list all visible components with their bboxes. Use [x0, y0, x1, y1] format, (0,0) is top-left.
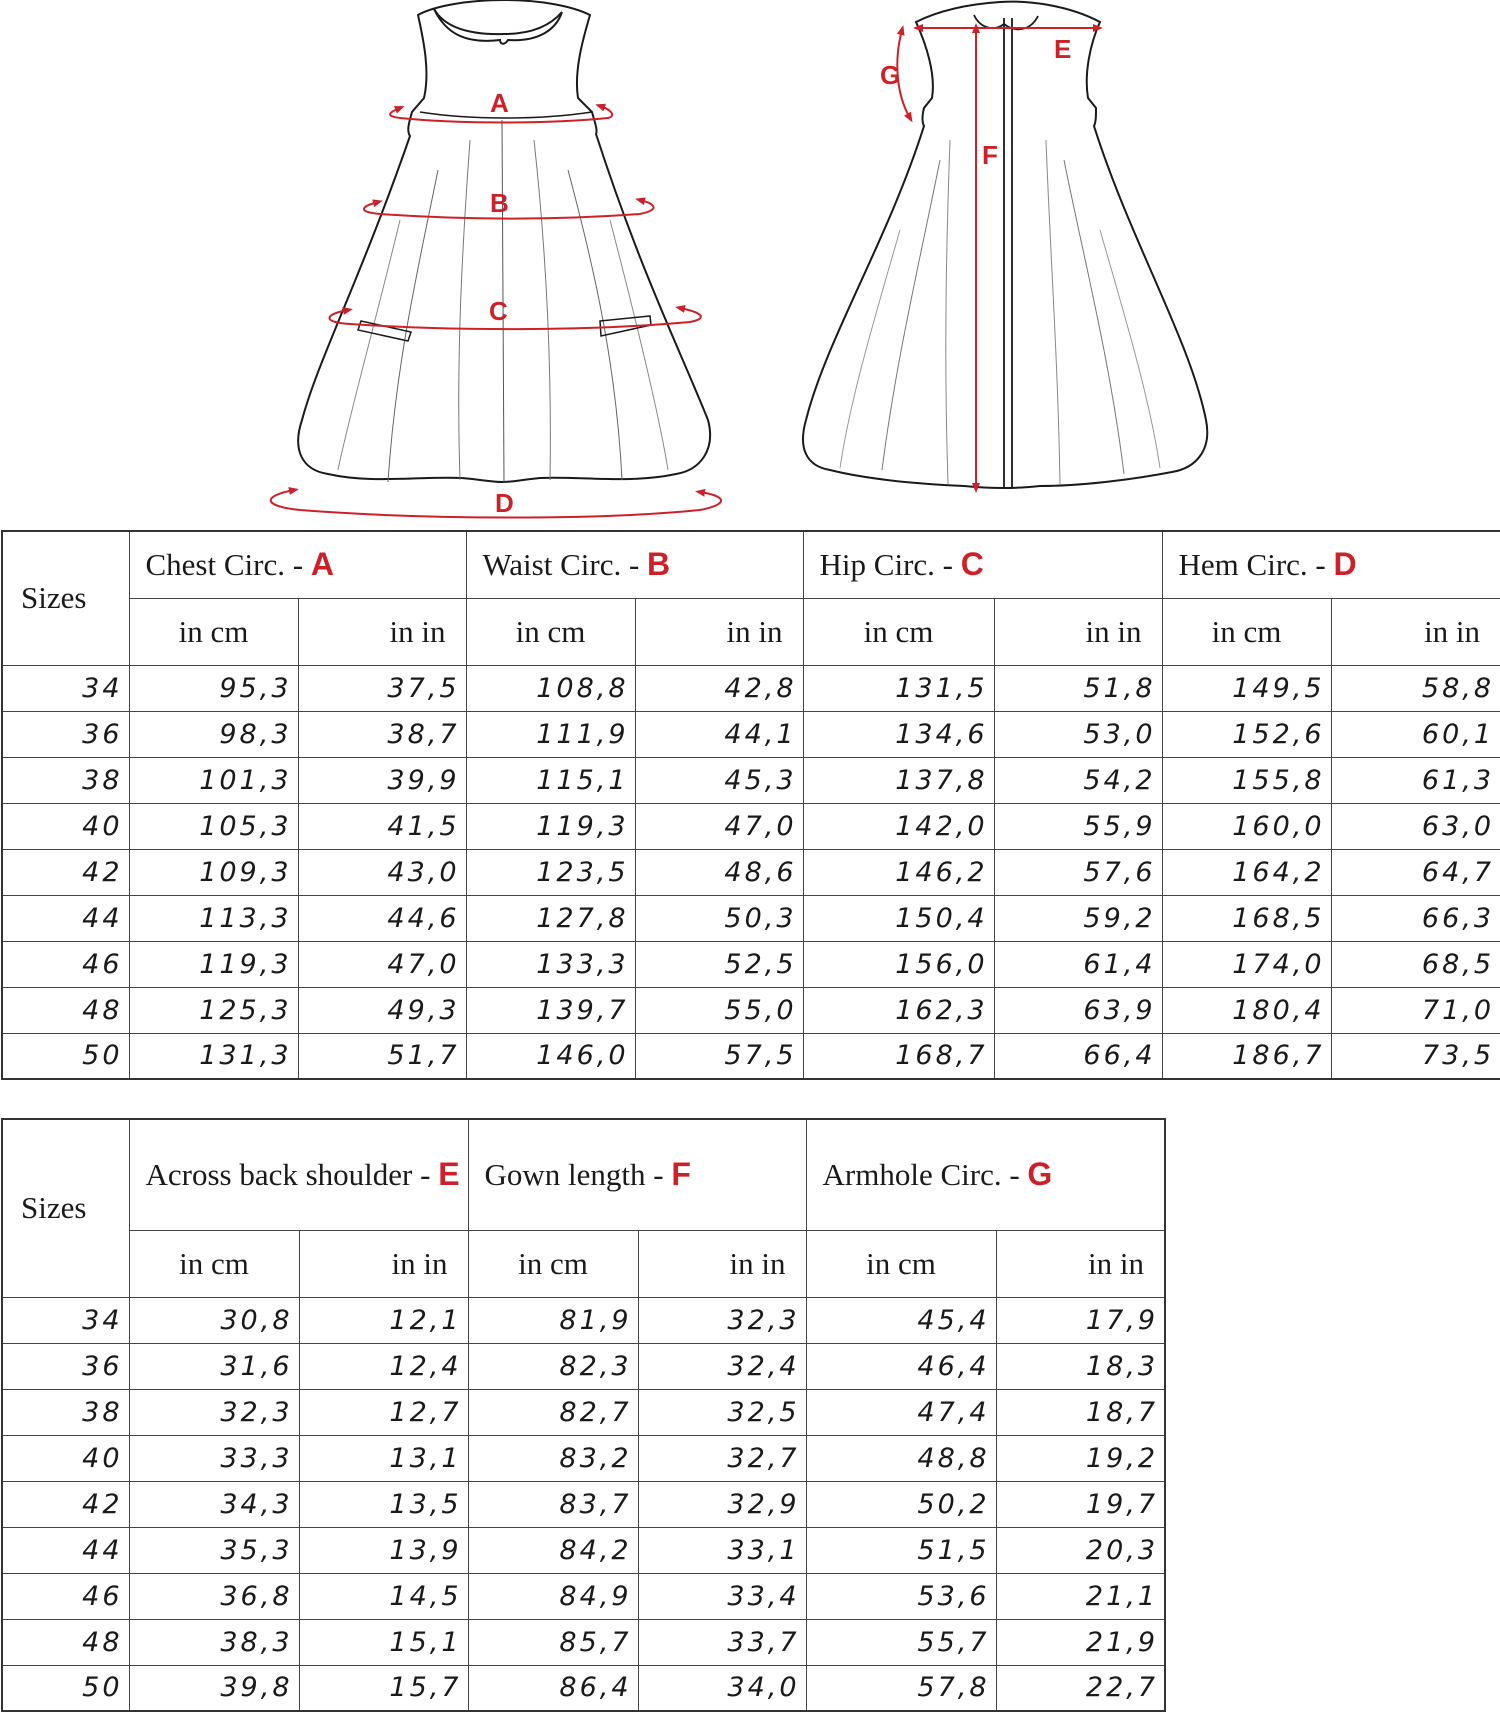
table-row: [2, 1665, 1165, 1711]
table-row: [2, 1435, 1165, 1481]
table-row: [2, 1527, 1165, 1573]
measurement-cell: 155,8: [1162, 757, 1331, 803]
label-e: E: [1054, 34, 1072, 64]
dress-measurement-illustration: [0, 0, 1500, 525]
measurement-cell: 68,5: [1331, 941, 1500, 987]
measurement-cell: 17,9: [996, 1297, 1165, 1343]
across-back-shoulder-label: Across back shoulder -: [145, 1157, 439, 1193]
measurement-cell: 18,3: [996, 1343, 1165, 1389]
measurement-cell: 32,4: [638, 1343, 806, 1389]
measurement-cell: 109,3: [129, 849, 298, 895]
measurement-cell: 55,7: [806, 1619, 996, 1665]
size-cell: 44: [2, 895, 129, 941]
hem-circ-letter: D: [1333, 546, 1357, 583]
table-row: [2, 1343, 1165, 1389]
measurement-cell: 131,5: [803, 665, 994, 711]
table-row: [2, 849, 1500, 895]
measurement-cell: 19,7: [996, 1481, 1165, 1527]
waist-circ-label: Waist Circ. -: [482, 547, 648, 583]
measurement-cell: 164,2: [1162, 849, 1331, 895]
size-cell: 42: [2, 1481, 129, 1527]
measurement-cell: 32,7: [638, 1435, 806, 1481]
size-cell: 34: [2, 1297, 129, 1343]
across-back-shoulder-letter: E: [438, 1156, 460, 1193]
label-a: A: [490, 88, 509, 118]
measurement-cell: 115,1: [466, 757, 635, 803]
dress-back-view: [803, 2, 1207, 488]
measurement-cell: 61,3: [1331, 757, 1500, 803]
measurement-cell: 51,7: [298, 1033, 466, 1079]
table-2-body: [2, 1297, 1165, 1711]
size-cell: 50: [2, 1665, 129, 1711]
unit-cm-header: in cm: [466, 598, 635, 665]
measurement-cell: 53,0: [994, 711, 1162, 757]
gown-length-label: Gown length -: [484, 1157, 672, 1193]
measurement-cell: 105,3: [129, 803, 298, 849]
measurement-cell: 131,3: [129, 1033, 298, 1079]
table-row: [2, 1573, 1165, 1619]
measurement-cell: 45,3: [635, 757, 803, 803]
chest-circ-header: [129, 531, 466, 598]
measurement-cell: 61,4: [994, 941, 1162, 987]
measurement-cell: 33,4: [638, 1573, 806, 1619]
sizes-header: Sizes: [2, 1119, 129, 1297]
measurement-cell: 21,1: [996, 1573, 1165, 1619]
measurement-cell: 186,7: [1162, 1033, 1331, 1079]
measurement-cell: 137,8: [803, 757, 994, 803]
measurement-cell: 52,5: [635, 941, 803, 987]
measurement-cell: 32,3: [129, 1389, 299, 1435]
measurement-cell: 174,0: [1162, 941, 1331, 987]
unit-cm-header: in cm: [129, 1230, 299, 1297]
unit-in-header: in in: [299, 1230, 468, 1297]
measurement-cell: 168,5: [1162, 895, 1331, 941]
unit-cm-header: in cm: [129, 598, 298, 665]
size-cell: 44: [2, 1527, 129, 1573]
measurement-cell: 101,3: [129, 757, 298, 803]
unit-cm-header: in cm: [468, 1230, 638, 1297]
unit-in-header: in in: [298, 598, 466, 665]
measurement-cell: 13,1: [299, 1435, 468, 1481]
measurement-cell: 47,0: [635, 803, 803, 849]
measurement-cell: 150,4: [803, 895, 994, 941]
dress-front-view: [298, 0, 710, 482]
table-row: [2, 1389, 1165, 1435]
measurement-cell: 133,3: [466, 941, 635, 987]
table-row: [2, 941, 1500, 987]
measurement-cell: 146,2: [803, 849, 994, 895]
measurement-cell: 32,3: [638, 1297, 806, 1343]
chest-circ-letter: A: [310, 546, 334, 583]
measurement-cell: 66,4: [994, 1033, 1162, 1079]
measurement-cell: 39,9: [298, 757, 466, 803]
unit-cm-header: in cm: [803, 598, 994, 665]
measurement-cell: 41,5: [298, 803, 466, 849]
gown-length-letter: F: [671, 1156, 691, 1193]
measurement-cell: 57,6: [994, 849, 1162, 895]
measurement-cell: 57,8: [806, 1665, 996, 1711]
measurement-cell: 58,8: [1331, 665, 1500, 711]
measurement-cell: 57,5: [635, 1033, 803, 1079]
across-back-shoulder-header: [129, 1119, 468, 1230]
measurement-cell: 12,7: [299, 1389, 468, 1435]
measurement-cell: 45,4: [806, 1297, 996, 1343]
table-row: [2, 1619, 1165, 1665]
measurement-cell: 15,7: [299, 1665, 468, 1711]
table-row: [2, 1297, 1165, 1343]
size-cell: 42: [2, 849, 129, 895]
size-cell: 38: [2, 1389, 129, 1435]
gown-length-header: [468, 1119, 806, 1230]
measurement-cell: 168,7: [803, 1033, 994, 1079]
size-cell: 48: [2, 1619, 129, 1665]
measurement-cell: 20,3: [996, 1527, 1165, 1573]
measurement-cell: 53,6: [806, 1573, 996, 1619]
measurement-cell: 50,2: [806, 1481, 996, 1527]
table-row: [2, 1033, 1500, 1079]
measurement-cell: 49,3: [298, 987, 466, 1033]
label-d: D: [495, 488, 514, 518]
measurement-cell: 21,9: [996, 1619, 1165, 1665]
measurement-cell: 39,8: [129, 1665, 299, 1711]
measurement-cell: 51,8: [994, 665, 1162, 711]
measurement-cell: 44,6: [298, 895, 466, 941]
measurement-cell: 13,5: [299, 1481, 468, 1527]
waist-circ-header: [466, 531, 803, 598]
unit-in-header: in in: [996, 1230, 1165, 1297]
measurement-cell: 125,3: [129, 987, 298, 1033]
table-1-body: [2, 665, 1500, 1079]
measurement-cell: 19,2: [996, 1435, 1165, 1481]
measurement-cell: 33,1: [638, 1527, 806, 1573]
measurement-cell: 42,8: [635, 665, 803, 711]
measurement-cell: 156,0: [803, 941, 994, 987]
table-row: [2, 895, 1500, 941]
measurement-cell: 55,0: [635, 987, 803, 1033]
measurement-cell: 38,3: [129, 1619, 299, 1665]
hip-circ-header: [803, 531, 1162, 598]
measurement-cell: 54,2: [994, 757, 1162, 803]
measurements-table-1: [1, 530, 1500, 1080]
table-row: [2, 1481, 1165, 1527]
size-cell: 40: [2, 803, 129, 849]
measurement-cell: 12,1: [299, 1297, 468, 1343]
measurement-cell: 44,1: [635, 711, 803, 757]
unit-in-header: in in: [638, 1230, 806, 1297]
measurement-cell: 127,8: [466, 895, 635, 941]
label-c: C: [489, 296, 508, 326]
measurement-cell: 14,5: [299, 1573, 468, 1619]
measurement-cell: 34,0: [638, 1665, 806, 1711]
measurement-cell: 108,8: [466, 665, 635, 711]
unit-cm-header: in cm: [806, 1230, 996, 1297]
measurement-cell: 46,4: [806, 1343, 996, 1389]
measurement-cell: 33,3: [129, 1435, 299, 1481]
measurement-cell: 85,7: [468, 1619, 638, 1665]
label-b: B: [490, 188, 509, 218]
measurement-cell: 98,3: [129, 711, 298, 757]
measurement-cell: 47,4: [806, 1389, 996, 1435]
armhole-circ-letter: G: [1027, 1156, 1053, 1193]
measurement-cell: 35,3: [129, 1527, 299, 1573]
unit-in-header: in in: [994, 598, 1162, 665]
measurement-cell: 36,8: [129, 1573, 299, 1619]
measurement-cell: 43,0: [298, 849, 466, 895]
size-cell: 36: [2, 1343, 129, 1389]
measurement-cell: 48,8: [806, 1435, 996, 1481]
size-cell: 38: [2, 757, 129, 803]
measurement-cell: 13,9: [299, 1527, 468, 1573]
measurement-cell: 15,1: [299, 1619, 468, 1665]
measurement-cell: 83,2: [468, 1435, 638, 1481]
measurements-table-2: [1, 1118, 1166, 1712]
table-row: [2, 665, 1500, 711]
measurement-cell: 134,6: [803, 711, 994, 757]
measurement-lines-back: [897, 28, 1098, 488]
size-cell: 46: [2, 941, 129, 987]
measurement-cell: 146,0: [466, 1033, 635, 1079]
label-g: G: [880, 60, 901, 90]
unit-in-header: in in: [635, 598, 803, 665]
hip-circ-letter: C: [960, 546, 984, 583]
measurement-cell: 160,0: [1162, 803, 1331, 849]
size-cell: 40: [2, 1435, 129, 1481]
size-cell: 48: [2, 987, 129, 1033]
size-cell: 36: [2, 711, 129, 757]
unit-in-header: in in: [1331, 598, 1500, 665]
measurement-cell: 60,1: [1331, 711, 1500, 757]
waist-circ-letter: B: [647, 546, 671, 583]
table-row: [2, 987, 1500, 1033]
measurement-cell: 82,7: [468, 1389, 638, 1435]
hem-circ-label: Hem Circ. -: [1178, 547, 1334, 583]
measurement-cell: 84,9: [468, 1573, 638, 1619]
table-row: [2, 711, 1500, 757]
measurement-cell: 139,7: [466, 987, 635, 1033]
measurement-cell: 83,7: [468, 1481, 638, 1527]
measurement-cell: 38,7: [298, 711, 466, 757]
measurement-cell: 86,4: [468, 1665, 638, 1711]
measurement-cell: 63,9: [994, 987, 1162, 1033]
measurement-cell: 95,3: [129, 665, 298, 711]
chest-circ-label: Chest Circ. -: [145, 547, 311, 583]
measurement-cell: 73,5: [1331, 1033, 1500, 1079]
measurement-cell: 12,4: [299, 1343, 468, 1389]
size-cell: 46: [2, 1573, 129, 1619]
measurement-cell: 55,9: [994, 803, 1162, 849]
measurement-cell: 31,6: [129, 1343, 299, 1389]
measurement-cell: 59,2: [994, 895, 1162, 941]
unit-cm-header: in cm: [1162, 598, 1331, 665]
measurement-cell: 152,6: [1162, 711, 1331, 757]
measurement-cell: 33,7: [638, 1619, 806, 1665]
measurement-cell: 149,5: [1162, 665, 1331, 711]
measurement-cell: 32,9: [638, 1481, 806, 1527]
measurement-cell: 84,2: [468, 1527, 638, 1573]
table-row: [2, 757, 1500, 803]
measurement-cell: 119,3: [466, 803, 635, 849]
sizes-header: Sizes: [2, 531, 129, 665]
measurement-cell: 50,3: [635, 895, 803, 941]
armhole-circ-header: [806, 1119, 1165, 1230]
measurement-cell: 180,4: [1162, 987, 1331, 1033]
measurement-cell: 51,5: [806, 1527, 996, 1573]
measurement-cell: 48,6: [635, 849, 803, 895]
measurement-cell: 113,3: [129, 895, 298, 941]
table-row: [2, 803, 1500, 849]
measurement-cell: 81,9: [468, 1297, 638, 1343]
size-cell: 34: [2, 665, 129, 711]
hem-circ-header: [1162, 531, 1500, 598]
measurement-cell: 71,0: [1331, 987, 1500, 1033]
label-f: F: [982, 140, 998, 170]
measurement-cell: 34,3: [129, 1481, 299, 1527]
measurement-cell: 119,3: [129, 941, 298, 987]
measurement-cell: 82,3: [468, 1343, 638, 1389]
measurement-cell: 142,0: [803, 803, 994, 849]
measurement-cell: 63,0: [1331, 803, 1500, 849]
measurement-cell: 64,7: [1331, 849, 1500, 895]
armhole-circ-label: Armhole Circ. -: [822, 1157, 1028, 1193]
measurement-cell: 30,8: [129, 1297, 299, 1343]
measurement-cell: 66,3: [1331, 895, 1500, 941]
measurement-cell: 18,7: [996, 1389, 1165, 1435]
measurement-cell: 123,5: [466, 849, 635, 895]
hip-circ-label: Hip Circ. -: [819, 547, 961, 583]
measurement-cell: 32,5: [638, 1389, 806, 1435]
measurement-cell: 111,9: [466, 711, 635, 757]
measurement-cell: 22,7: [996, 1665, 1165, 1711]
measurement-cell: 37,5: [298, 665, 466, 711]
size-cell: 50: [2, 1033, 129, 1079]
measurement-cell: 162,3: [803, 987, 994, 1033]
measurement-cell: 47,0: [298, 941, 466, 987]
